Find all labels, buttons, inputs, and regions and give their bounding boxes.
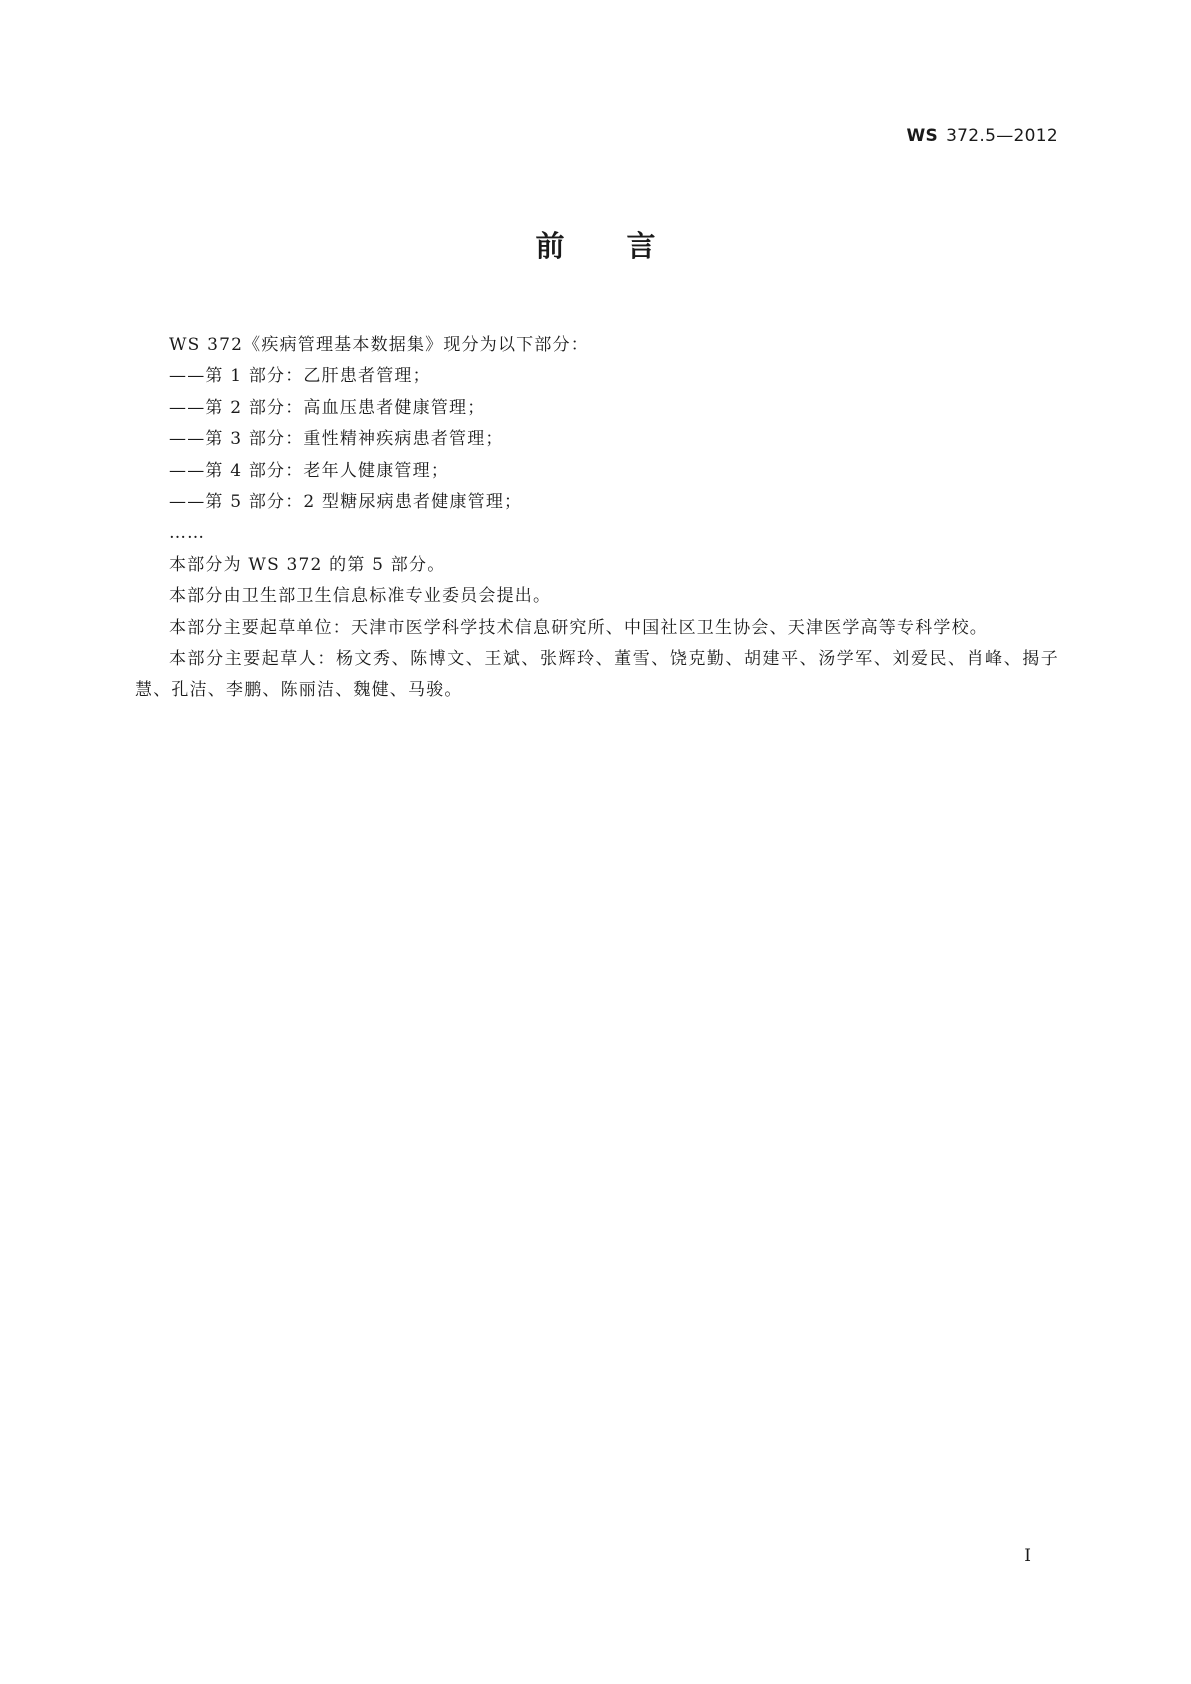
part-list-item: ——第 4 部分：老年人健康管理； (169, 460, 450, 481)
paragraph-drafters: 本部分主要起草人：杨文秀、陈博文、王斌、张辉玲、董雪、饶克勤、胡建平、汤学军、刘爱民、肖峰、揭子慧、孔洁、李鹏、陈丽洁、魏健、马骏。 (135, 649, 1059, 701)
paragraph-part-number: 本部分为 WS 372 的第 5 部分。 (169, 554, 446, 575)
part-list-item: ——第 2 部分：高血压患者健康管理； (169, 397, 486, 418)
page-number: I (1024, 1546, 1031, 1566)
list-ellipsis: …… (169, 523, 205, 544)
part-list-item: ——第 1 部分：乙肝患者管理； (169, 366, 431, 387)
page-title: 前言 (535, 229, 718, 263)
foreword-body (135, 330, 1059, 707)
paragraph-drafting-units: 本部分主要起草单位：天津市医学科学技术信息研究所、中国社区卫生协会、天津医学高等专科学校。 (169, 617, 988, 638)
intro-paragraph: WS 372《疾病管理基本数据集》现分为以下部分： (169, 335, 589, 355)
part-list-item: ——第 5 部分：2 型糖尿病患者健康管理； (169, 492, 523, 513)
part-list-item: ——第 3 部分：重性精神疾病患者管理； (169, 429, 504, 450)
paragraph-proposer: 本部分由卫生部卫生信息标准专业委员会提出。 (169, 586, 552, 607)
document-code-number: 372.5—2012 (946, 126, 1058, 146)
document-code (906, 126, 1058, 146)
document-code-prefix: WS (906, 126, 939, 146)
